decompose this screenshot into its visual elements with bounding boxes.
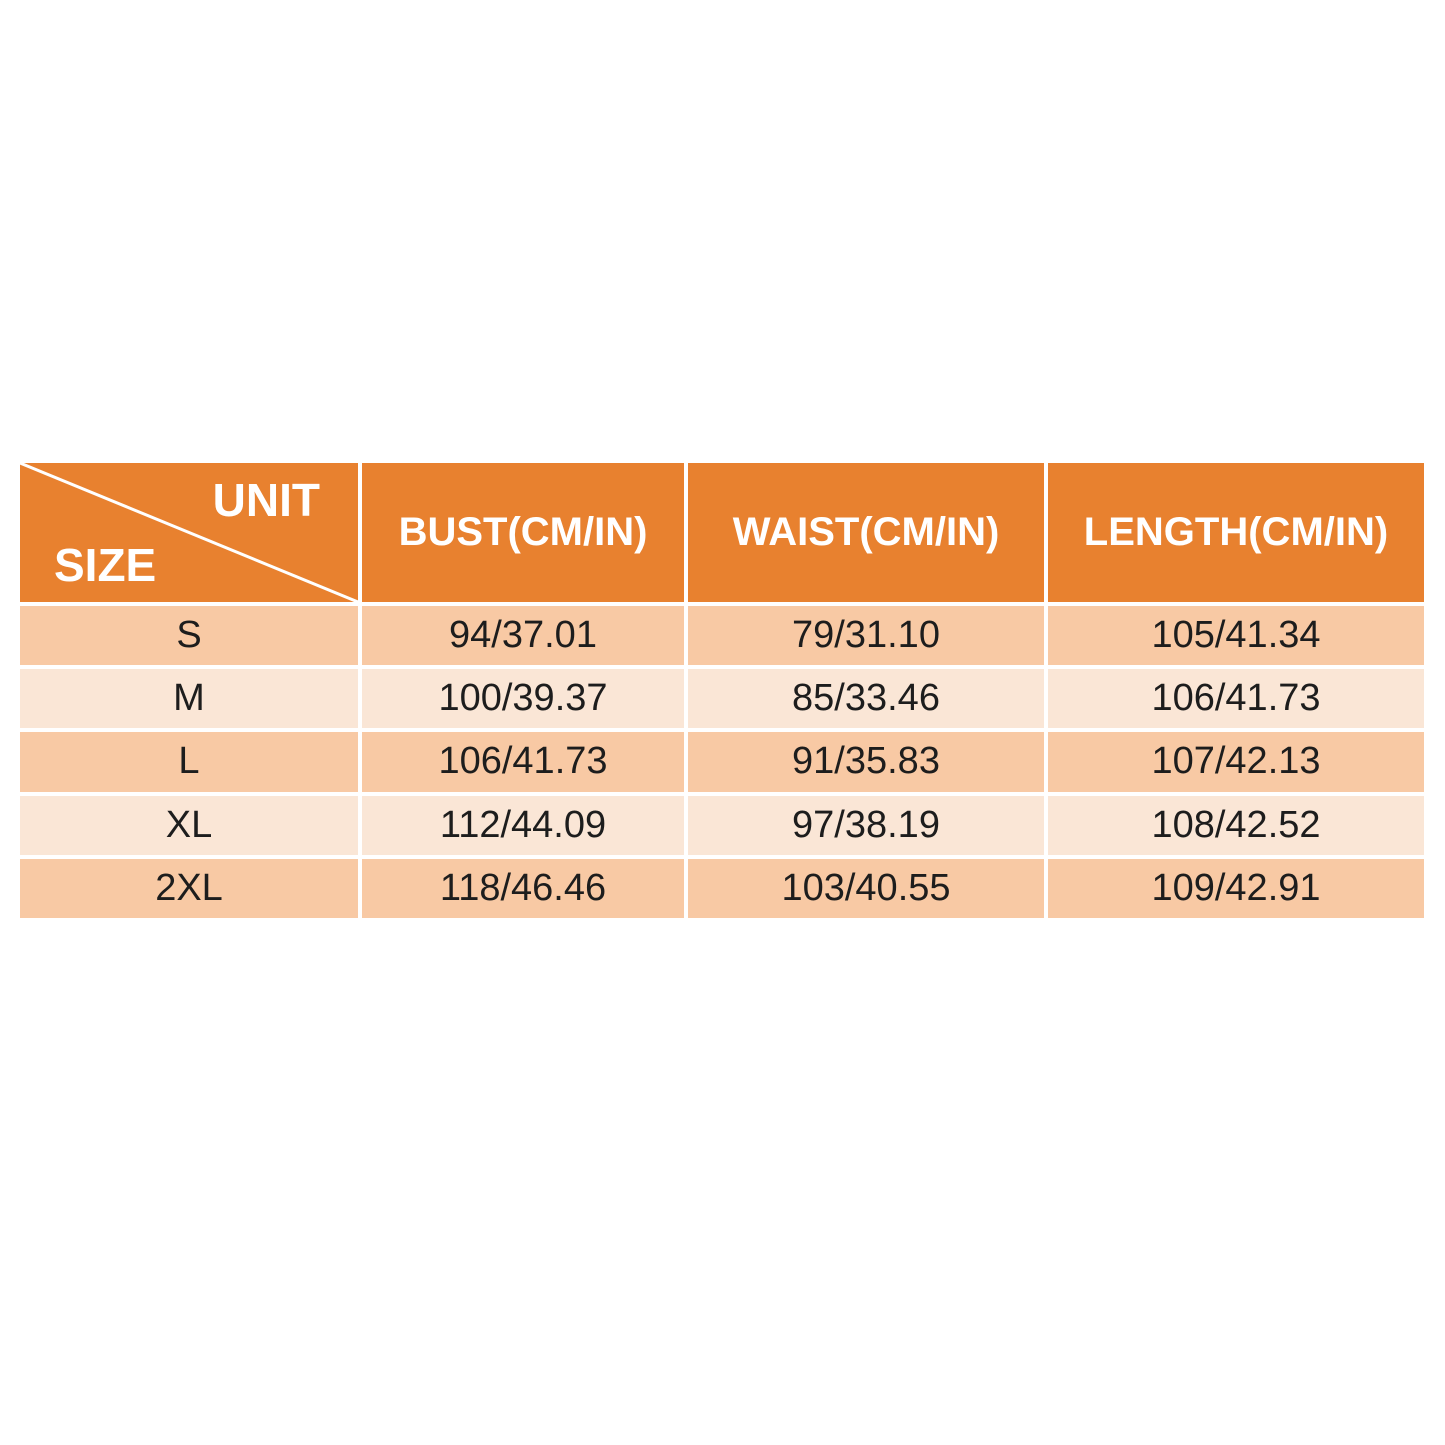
unit-corner-label: UNIT — [212, 474, 320, 526]
size-cell: XL — [20, 796, 358, 855]
corner-header-cell — [20, 463, 358, 602]
waist-cell: 79/31.10 — [688, 606, 1044, 665]
waist-cell: 85/33.46 — [688, 669, 1044, 728]
length-cell: 105/41.34 — [1048, 606, 1424, 665]
size-corner-label: SIZE — [54, 539, 157, 591]
length-cell: 108/42.52 — [1048, 796, 1424, 855]
bust-cell: 106/41.73 — [362, 732, 684, 791]
size-cell: 2XL — [20, 859, 358, 918]
bust-cell: 118/46.46 — [362, 859, 684, 918]
bust-cell: 112/44.09 — [362, 796, 684, 855]
length-cell: 109/42.91 — [1048, 859, 1424, 918]
column-header-bust: BUST(CM/IN) — [362, 463, 684, 602]
column-header-length: LENGTH(CM/IN) — [1048, 463, 1424, 602]
length-cell: 106/41.73 — [1048, 669, 1424, 728]
column-header-waist: WAIST(CM/IN) — [688, 463, 1044, 602]
length-cell: 107/42.13 — [1048, 732, 1424, 791]
waist-cell: 103/40.55 — [688, 859, 1044, 918]
size-cell: L — [20, 732, 358, 791]
size-cell: M — [20, 669, 358, 728]
waist-cell: 91/35.83 — [688, 732, 1044, 791]
size-chart-table — [20, 463, 1424, 918]
size-cell: S — [20, 606, 358, 665]
waist-cell: 97/38.19 — [688, 796, 1044, 855]
bust-cell: 94/37.01 — [362, 606, 684, 665]
bust-cell: 100/39.37 — [362, 669, 684, 728]
